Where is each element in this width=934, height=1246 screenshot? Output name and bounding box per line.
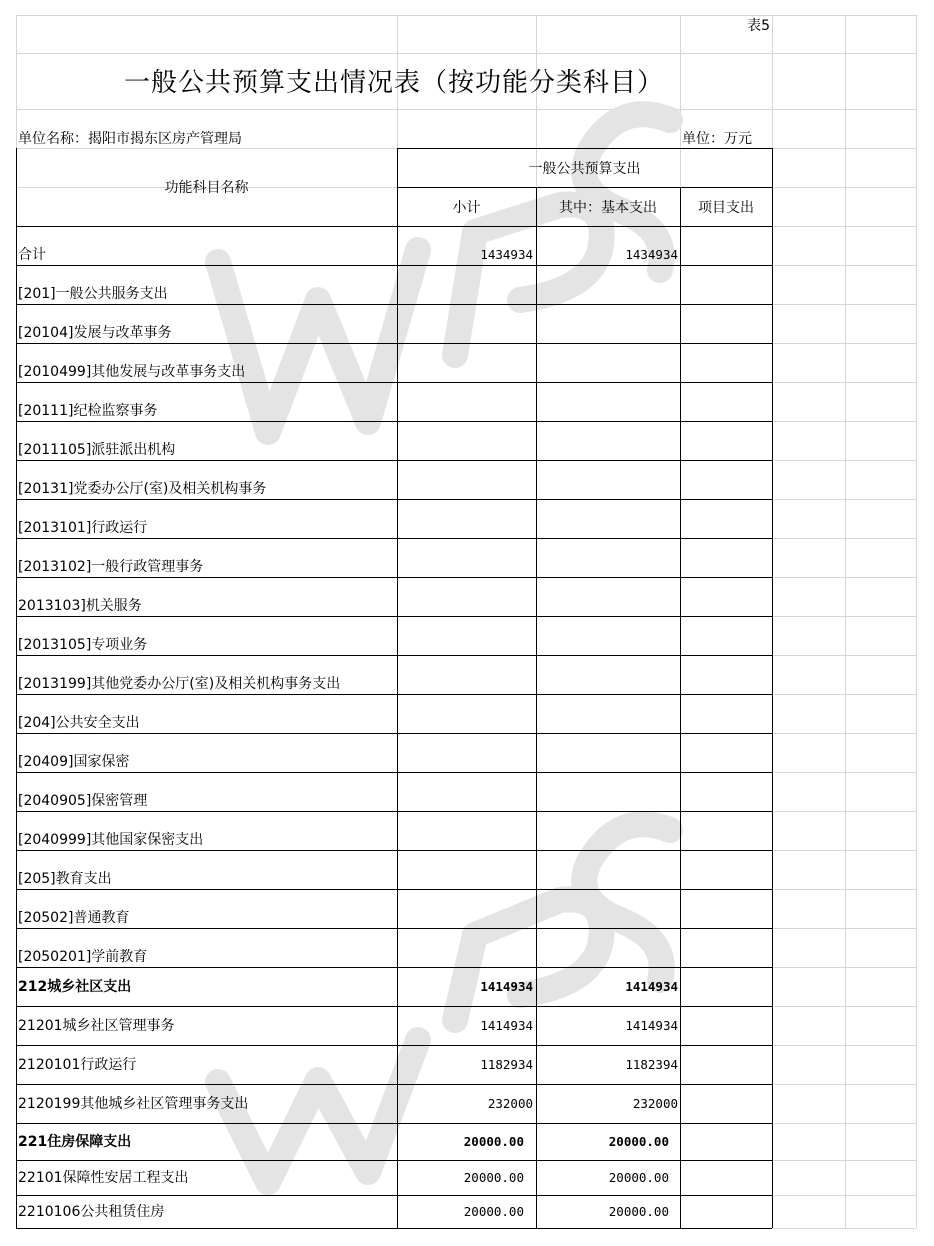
border-row [16,616,772,617]
row-basic: 1414934 [625,1017,678,1033]
border-row [16,577,772,578]
row-name: [205]教育支出 [18,871,112,887]
row-name: [201]一般公共服务支出 [18,286,168,302]
border-row [16,1228,772,1229]
row-name: [2040999]其他国家保密支出 [18,832,204,848]
border-subheader [397,187,772,188]
row-subtotal: 20000.00 [463,1203,524,1219]
gridline-horizontal [16,15,916,16]
border-row [16,304,772,305]
row-basic: 1414934 [625,978,678,994]
header-basic-expense: 其中：基本支出 [559,200,657,216]
border-row [16,928,772,929]
border-row [16,538,772,539]
row-name: 221住房保障支出 [18,1133,132,1150]
gridline-vertical [845,15,846,1228]
header-general-budget: 一般公共预算支出 [528,161,641,177]
row-name: [20131]党委办公厅(室)及相关机构事务 [18,481,267,497]
row-name: 2120199其他城乡社区管理事务支出 [18,1095,249,1112]
border-row [16,694,772,695]
row-name: 2013103]机关服务 [18,598,142,614]
border-row [16,772,772,773]
table-number: 表5 [747,18,770,34]
border-row [16,850,772,851]
row-name: [2040905]保密管理 [18,793,148,809]
row-name: 2120101行政运行 [18,1056,137,1073]
border-right [772,148,773,1228]
border-row [16,1084,772,1085]
border-row [16,733,772,734]
border-row [16,889,772,890]
border-row [16,343,772,344]
row-name: [2013199]其他党委办公厅(室)及相关机构事务支出 [18,676,341,692]
border-row [16,1160,772,1161]
page-title: 一般公共预算支出情况表（按功能分类科目） [123,68,664,98]
row-name: [20502]普通教育 [18,910,130,926]
row-subtotal: 1182934 [480,1056,533,1072]
border-row [16,499,772,500]
row-name: 212城乡社区支出 [18,978,132,995]
gridline-vertical [916,15,917,1228]
row-name: 2210106公共租赁住房 [18,1203,165,1220]
border-row [16,1006,772,1007]
row-subtotal: 1414934 [480,978,533,994]
row-basic: 1434934 [625,247,678,262]
row-name: [2010499]其他发展与改革事务支出 [18,364,246,380]
unit-name: 单位名称：揭阳市揭东区房产管理局 [18,131,242,147]
border-row [16,382,772,383]
row-subtotal: 20000.00 [463,1133,524,1149]
row-name: [2013105]专项业务 [18,637,148,653]
border-row [16,265,772,266]
row-name: [2013102]一般行政管理事务 [18,559,204,575]
row-name: [2011105]派驻派出机构 [18,442,176,458]
border-row [16,1045,772,1046]
border-left [16,148,17,1228]
row-basic: 20000.00 [608,1203,669,1219]
border-row [16,967,772,968]
header-function-name: 功能科目名称 [164,180,249,196]
row-subtotal: 20000.00 [463,1169,524,1185]
border-header-top [397,148,772,149]
row-name: [2013101]行政运行 [18,520,148,536]
row-name: 22101保障性安居工程支出 [18,1169,189,1186]
border-row [16,1123,772,1124]
border-row [16,811,772,812]
row-name: 合计 [18,247,46,263]
border-row [16,655,772,656]
row-subtotal: 1414934 [480,1017,533,1033]
gridline-horizontal [16,109,916,110]
row-basic: 20000.00 [608,1133,669,1149]
header-project-expense: 项目支出 [698,200,754,216]
row-subtotal: 1434934 [480,247,533,262]
border-row [16,460,772,461]
row-name: [20111]纪检监察事务 [18,403,158,419]
row-name: 21201城乡社区管理事务 [18,1017,175,1034]
row-basic: 20000.00 [608,1169,669,1185]
unit-label: 单位：万元 [682,131,752,147]
row-subtotal: 232000 [487,1095,533,1111]
row-name: [204]公共安全支出 [18,715,140,731]
border-row [16,421,772,422]
header-subtotal: 小计 [452,200,481,216]
gridline-horizontal [16,53,916,54]
border-row [16,1195,772,1196]
row-basic: 232000 [632,1095,678,1111]
row-name: [20104]发展与改革事务 [18,325,172,341]
row-basic: 1182394 [625,1056,678,1072]
row-name: [2050201]学前教育 [18,949,148,965]
row-name: [20409]国家保密 [18,754,130,770]
border-header-bottom [16,226,772,227]
